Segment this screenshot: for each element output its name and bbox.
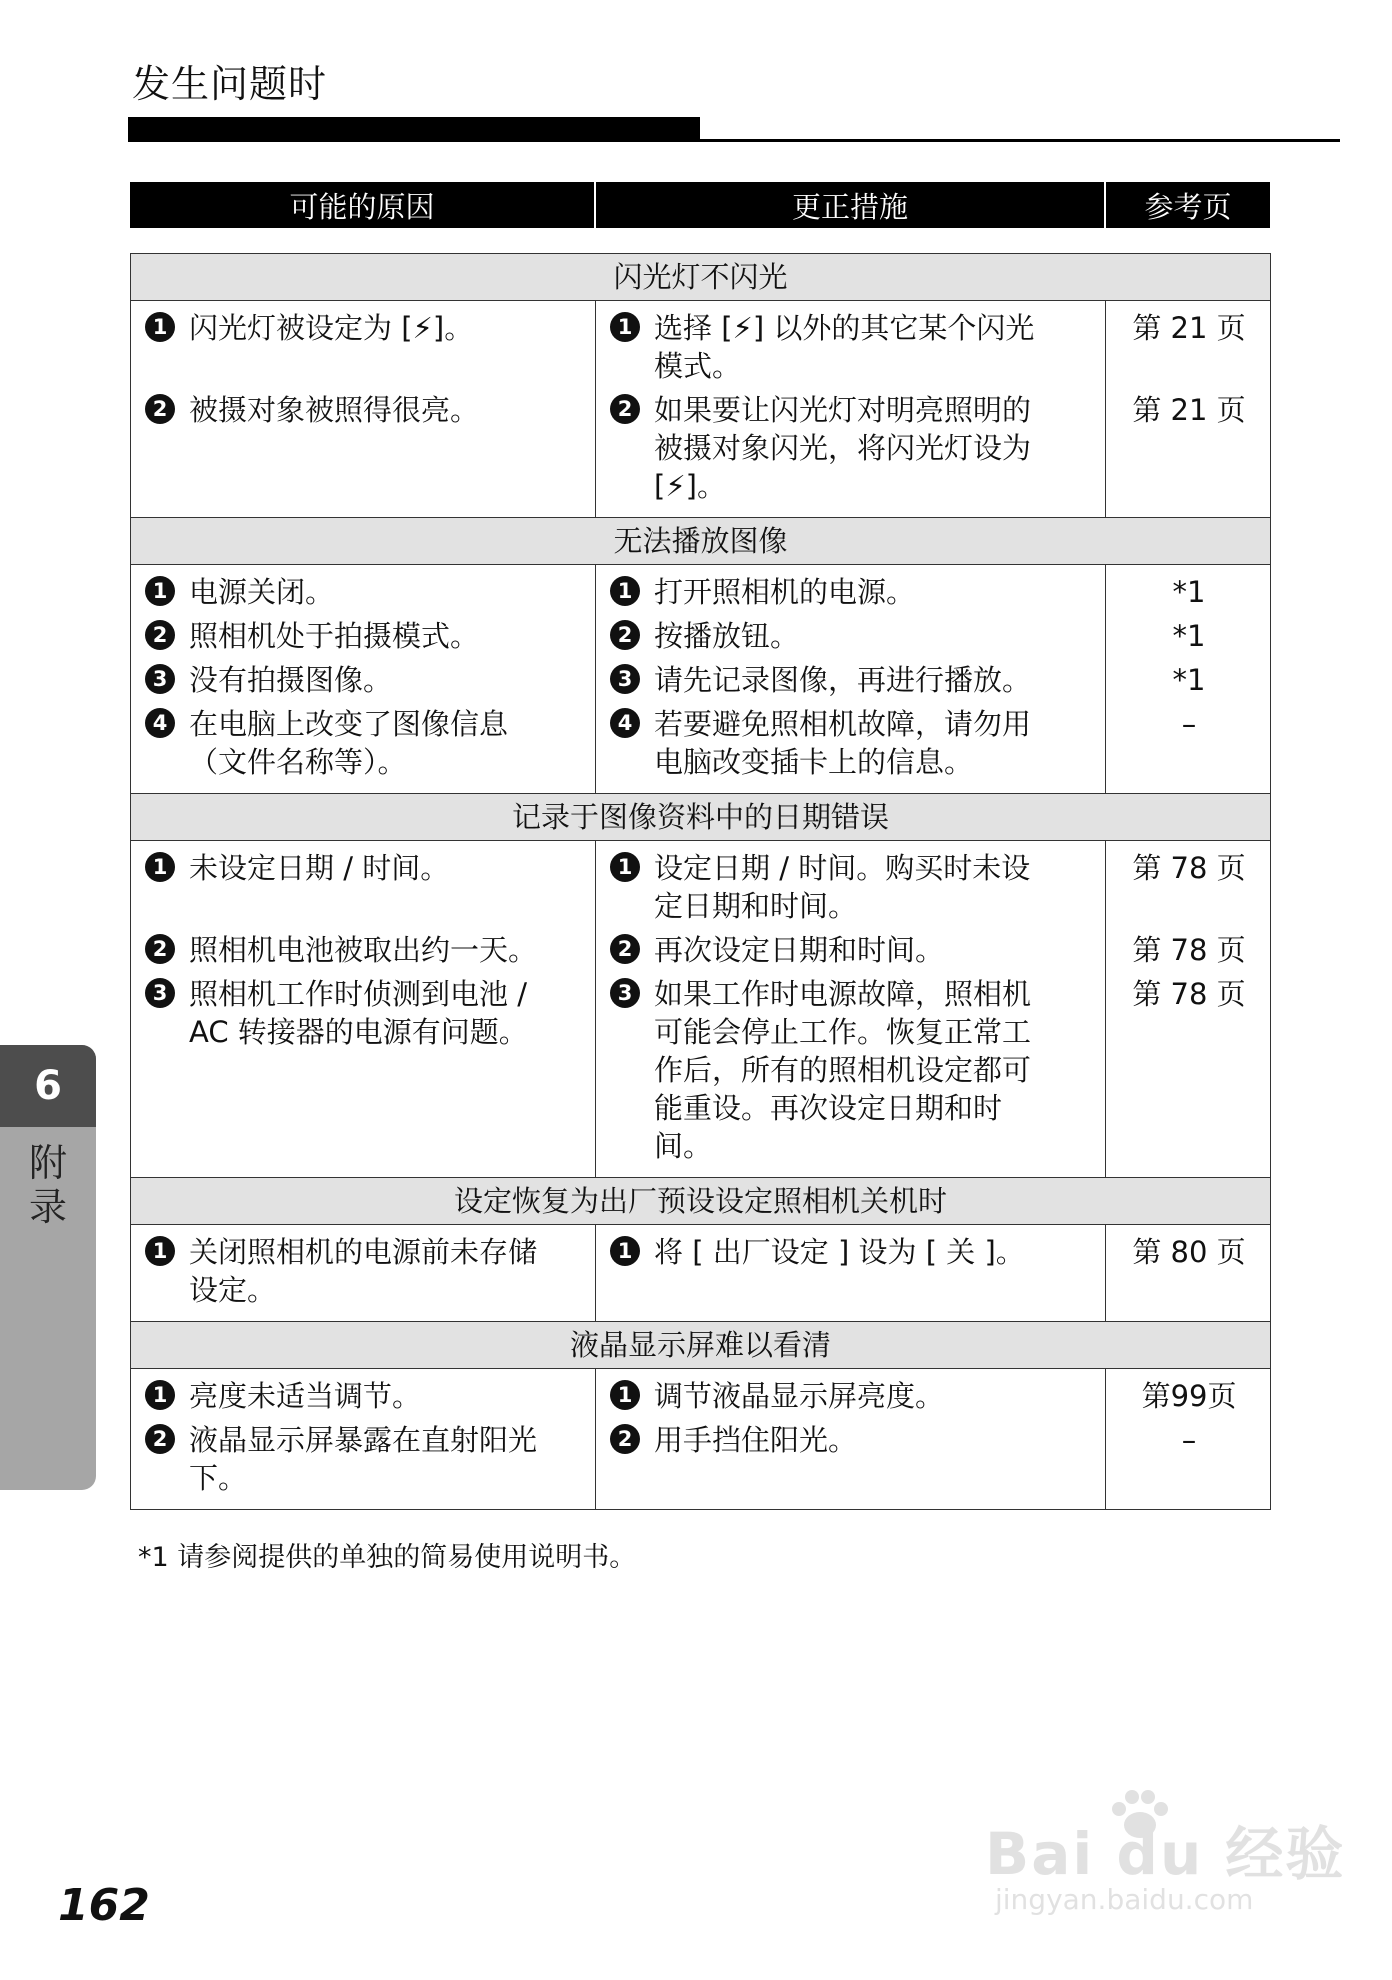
- number-badge-icon: 1: [145, 576, 175, 606]
- section-header-row: [131, 1322, 1271, 1369]
- action-text: 再次设定日期和时间。: [654, 933, 945, 967]
- cause-cell: [131, 565, 596, 794]
- action-text: 按播放钮。: [654, 619, 800, 653]
- number-badge-icon: 2: [610, 934, 640, 964]
- number-badge-icon: 2: [145, 394, 175, 424]
- action-text: 打开照相机的电源。: [654, 575, 916, 609]
- section-content-row: [131, 565, 1271, 794]
- action-cell: [596, 301, 1106, 518]
- chapter-label: 附 录: [28, 1141, 67, 1229]
- number-badge-icon: 3: [145, 978, 175, 1008]
- action-cell: [596, 1225, 1106, 1322]
- cause-item: [145, 573, 583, 617]
- number-badge-icon: 1: [145, 1236, 175, 1266]
- cause-item: [145, 617, 583, 661]
- number-badge-icon: 3: [610, 978, 640, 1008]
- watermark: [985, 1785, 1346, 1916]
- title-underline-thick: [128, 117, 700, 142]
- number-badge-icon: 1: [145, 312, 175, 342]
- ref-cell: [1106, 1225, 1271, 1322]
- reference-page: 第 21 页: [1132, 393, 1246, 427]
- action-item: [610, 931, 1093, 975]
- table-header: [130, 182, 1270, 228]
- page-number: 162: [58, 1880, 150, 1931]
- action-text: 设定日期 / 时间。购买时未设 定日期和时间。: [654, 851, 1031, 923]
- action-cell: [596, 1369, 1106, 1510]
- ref-cell: [1106, 565, 1271, 794]
- action-item: [610, 573, 1093, 617]
- reference-page: *1: [1172, 663, 1206, 697]
- cause-text: 照相机处于拍摄模式。: [189, 619, 480, 653]
- section-title: 无法播放图像: [131, 518, 1271, 565]
- reference-page: 第 78 页: [1132, 977, 1246, 1011]
- cause-text: 照相机电池被取出约一天。: [189, 933, 538, 967]
- reference-page: –: [1181, 707, 1197, 741]
- ref-cell: [1106, 841, 1271, 1178]
- cause-text: 没有拍摄图像。: [189, 663, 393, 697]
- cause-cell: [131, 841, 596, 1178]
- reference-page: 第 80 页: [1132, 1235, 1246, 1269]
- section-header-row: [131, 794, 1271, 841]
- cause-text: 电源关闭。: [189, 575, 335, 609]
- section-header-row: [131, 1178, 1271, 1225]
- section-content-row: [131, 1225, 1271, 1322]
- section-title: 闪光灯不闪光: [131, 254, 1271, 301]
- header-cause: 可能的原因: [130, 182, 595, 228]
- number-badge-icon: 3: [145, 664, 175, 694]
- section-header-row: [131, 254, 1271, 301]
- cause-item: [145, 849, 583, 931]
- cause-item: [145, 1377, 583, 1421]
- action-item: [610, 849, 1093, 931]
- action-item: [610, 391, 1093, 511]
- number-badge-icon: 1: [610, 576, 640, 606]
- reference-page: *1: [1172, 575, 1206, 609]
- ref-cell: [1106, 1369, 1271, 1510]
- action-text: 如果工作时电源故障，照相机 可能会停止工作。恢复正常工 作后，所有的照相机设定都可 能重设。再次设定日期和时 间。: [654, 977, 1032, 1163]
- cause-item: [145, 705, 583, 787]
- section-header-row: [131, 518, 1271, 565]
- action-text: 将 [ 出厂设定 ] 设为 [ 关 ]。: [654, 1235, 1025, 1269]
- number-badge-icon: 1: [610, 312, 640, 342]
- cause-text: 在电脑上改变了图像信息 （文件名称等）。: [189, 707, 509, 779]
- action-item: [610, 705, 1093, 787]
- reference-page: *1: [1172, 619, 1206, 653]
- reference-page: 第 21 页: [1132, 311, 1246, 345]
- reference-page: 第99页: [1141, 1379, 1237, 1413]
- action-item: [610, 661, 1093, 705]
- number-badge-icon: 2: [145, 620, 175, 650]
- number-badge-icon: 1: [610, 852, 640, 882]
- number-badge-icon: 2: [145, 1424, 175, 1454]
- watermark-brand: Bai du 经验: [985, 1820, 1346, 1888]
- title-underline-thin: [700, 139, 1340, 142]
- cause-text: 关闭照相机的电源前未存储 设定。: [189, 1235, 538, 1307]
- number-badge-icon: 1: [610, 1380, 640, 1410]
- action-cell: [596, 565, 1106, 794]
- cause-text: 被摄对象被照得很亮。: [189, 393, 480, 427]
- cause-item: [145, 391, 583, 511]
- action-text: 用手挡住阳光。: [654, 1423, 858, 1457]
- chapter-number: 6: [0, 1045, 96, 1127]
- cause-item: [145, 1421, 583, 1503]
- page-title: 发生问题时: [132, 62, 328, 106]
- section-title: 液晶显示屏难以看清: [131, 1322, 1271, 1369]
- action-text: 如果要让闪光灯对明亮照明的 被摄对象闪光，将闪光灯设为 [⚡]。: [654, 393, 1032, 503]
- cause-item: [145, 309, 583, 391]
- number-badge-icon: 2: [145, 934, 175, 964]
- number-badge-icon: 2: [610, 620, 640, 650]
- section-title: 设定恢复为出厂预设设定照相机关机时: [131, 1178, 1271, 1225]
- header-action: 更正措施: [595, 182, 1105, 228]
- section-content-row: [131, 1369, 1271, 1510]
- number-badge-icon: 3: [610, 664, 640, 694]
- cause-item: [145, 1233, 583, 1315]
- cause-cell: [131, 1225, 596, 1322]
- reference-page: 第 78 页: [1132, 851, 1246, 885]
- cause-item: [145, 975, 583, 1171]
- cause-text: 液晶显示屏暴露在直射阳光 下。: [189, 1423, 538, 1495]
- cause-item: [145, 931, 583, 975]
- action-text: 请先记录图像，再进行播放。: [654, 663, 1032, 697]
- action-item: [610, 1377, 1093, 1421]
- cause-text: 照相机工作时侦测到电池 / AC 转接器的电源有问题。: [189, 977, 528, 1049]
- action-item: [610, 309, 1093, 391]
- troubleshooting-table: [130, 253, 1271, 1510]
- watermark-url: jingyan.baidu.com: [995, 1883, 1254, 1916]
- cause-text: 闪光灯被设定为 [⚡]。: [189, 311, 474, 345]
- section-content-row: [131, 841, 1271, 1178]
- action-item: [610, 975, 1093, 1171]
- number-badge-icon: 4: [145, 708, 175, 738]
- section-title: 记录于图像资料中的日期错误: [131, 794, 1271, 841]
- reference-page: 第 78 页: [1132, 933, 1246, 967]
- action-cell: [596, 841, 1106, 1178]
- cause-text: 亮度未适当调节。: [189, 1379, 422, 1413]
- action-item: [610, 1421, 1093, 1503]
- action-item: [610, 617, 1093, 661]
- action-text: 选择 [⚡] 以外的其它某个闪光 模式。: [654, 311, 1035, 383]
- chapter-tab: [0, 1045, 96, 1490]
- number-badge-icon: 2: [610, 394, 640, 424]
- footnote: *1 请参阅提供的单独的简易使用说明书。: [138, 1542, 637, 1573]
- action-text: 若要避免照相机故障，请勿用 电脑改变插卡上的信息。: [654, 707, 1032, 779]
- reference-page: –: [1181, 1423, 1197, 1457]
- header-ref: 参考页: [1105, 182, 1270, 228]
- number-badge-icon: 1: [145, 1380, 175, 1410]
- number-badge-icon: 1: [610, 1236, 640, 1266]
- cause-item: [145, 661, 583, 705]
- section-content-row: [131, 301, 1271, 518]
- ref-cell: [1106, 301, 1271, 518]
- number-badge-icon: 2: [610, 1424, 640, 1454]
- number-badge-icon: 1: [145, 852, 175, 882]
- action-item: [610, 1233, 1093, 1315]
- cause-cell: [131, 301, 596, 518]
- number-badge-icon: 4: [610, 708, 640, 738]
- action-text: 调节液晶显示屏亮度。: [654, 1379, 945, 1413]
- cause-cell: [131, 1369, 596, 1510]
- cause-text: 未设定日期 / 时间。: [189, 851, 450, 885]
